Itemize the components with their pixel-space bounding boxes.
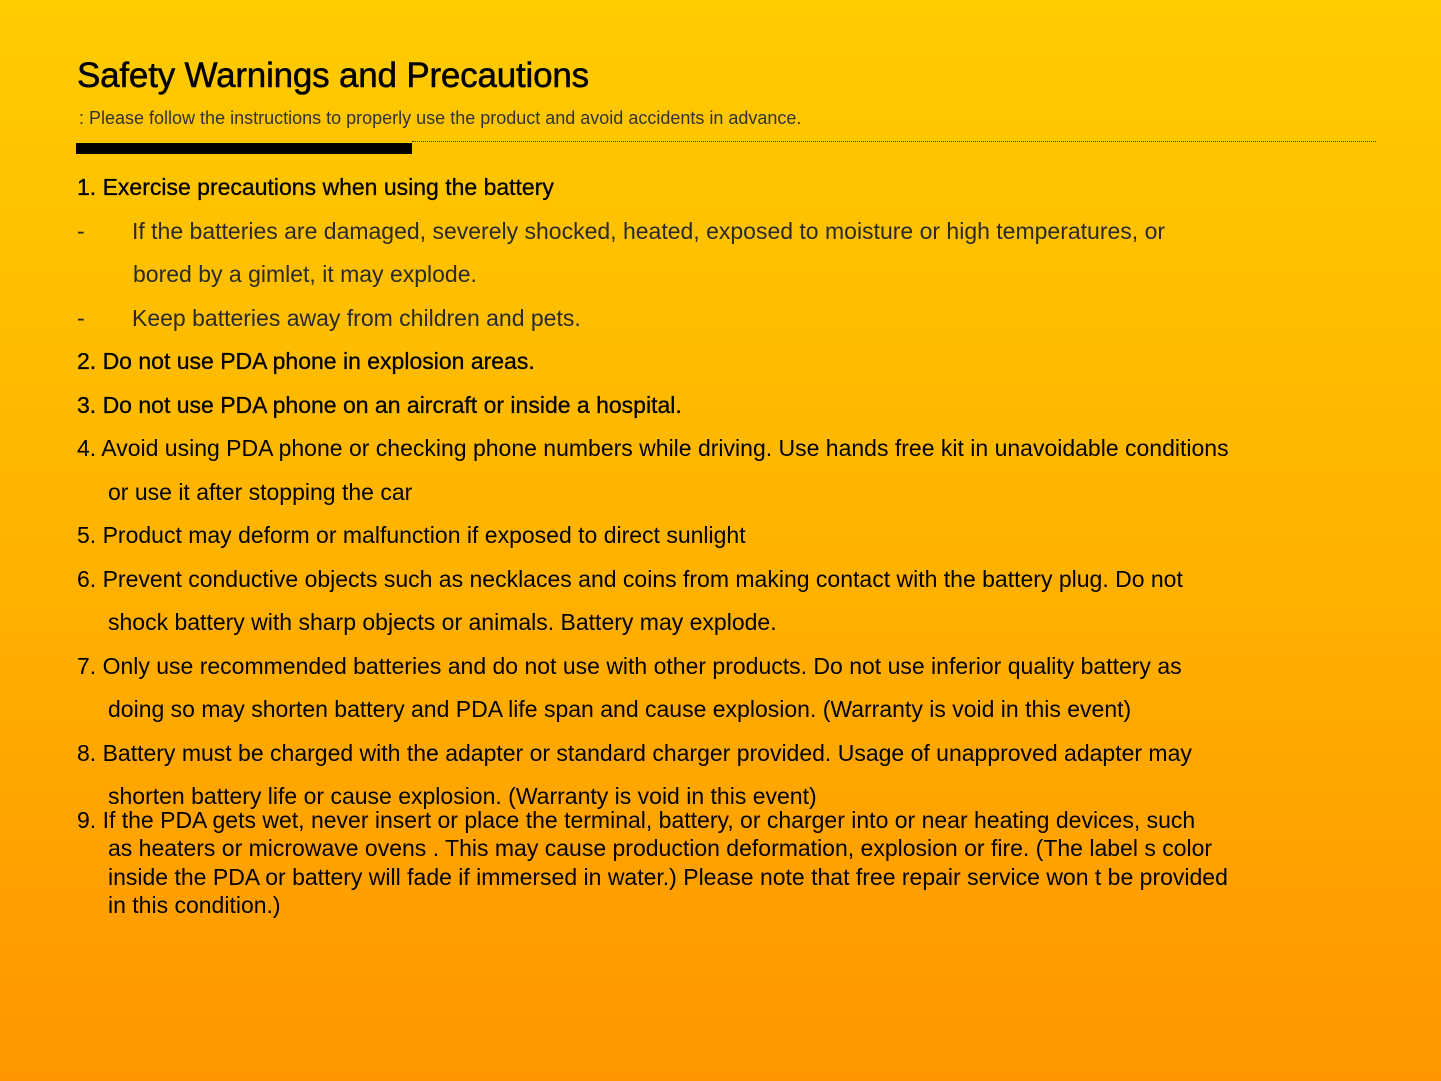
warning-9-line-2: as heaters or microwave ovens . This may cause production deformation, explosion or fire. (The label s color <box>108 835 1213 861</box>
slide-title: Safety Warnings and Precautions <box>77 56 589 95</box>
warning-6-line-2: shock battery with sharp objects or animals. Battery may explode. <box>108 609 777 635</box>
warning-9-line-1: 9. If the PDA gets wet, never insert or place the terminal, battery, or charger into or near heating devices, such <box>77 806 1196 833</box>
warnings-list <box>77 166 1377 920</box>
warning-9-line-4: in this condition.) <box>108 892 281 918</box>
warning-6-line-1: 6. Prevent conductive objects such as necklaces and coins from making contact with the battery plug. Do not <box>77 565 1183 592</box>
warning-item-4 <box>77 427 1377 514</box>
warning-item-7 <box>77 645 1377 732</box>
warning-8-line-2: shorten battery life or cause explosion. (Warranty is void in this event) <box>108 783 817 809</box>
warning-4-line-1: 4. Avoid using PDA phone or checking phone numbers while driving. Use hands free kit in unavoidable conditions <box>77 435 1229 461</box>
warning-1-heading: 1. Exercise precautions when using the battery <box>77 174 554 200</box>
warning-7-line-2: doing so may shorten battery and PDA life span and cause explosion. (Warranty is void in this event) <box>108 696 1132 722</box>
warning-item-5: 5. Product may deform or malfunction if exposed to direct sunlight <box>77 522 746 548</box>
warning-1-bullet-2-text: Keep batteries away from children and pets. <box>132 304 581 331</box>
dash-marker: - <box>77 217 85 244</box>
title-underline-bar <box>76 143 412 154</box>
warning-1-bullet-2 <box>77 297 1377 341</box>
warning-7-line-1: 7. Only use recommended batteries and do not use with other products. Do not use inferior quality battery as <box>77 652 1182 679</box>
warning-item-1 <box>77 166 1377 340</box>
warning-1-bullet-1-text: If the batteries are damaged, severely shocked, heated, exposed to moisture or high temperatures, or <box>132 217 1166 244</box>
warning-4-line-2: or use it after stopping the car <box>108 478 413 505</box>
warning-item-3: 3. Do not use PDA phone on an aircraft or inside a hospital. <box>77 391 682 418</box>
warning-1-bullet-1-continued: bored by a gimlet, it may explode. <box>133 261 477 287</box>
slide-subtitle: : Please follow the instructions to properly use the product and avoid accidents in advance. <box>79 108 802 128</box>
dash-marker: - <box>77 304 85 331</box>
title-dotted-divider <box>412 141 1376 142</box>
warning-8-line-1: 8. Battery must be charged with the adapter or standard charger provided. Usage of unapproved adapter may <box>77 739 1192 766</box>
warning-item-6 <box>77 558 1377 645</box>
warning-item-2: 2. Do not use PDA phone in explosion areas. <box>77 348 535 374</box>
warning-1-bullet-1 <box>77 210 1377 254</box>
warning-item-9 <box>77 806 1377 920</box>
warning-9-line-3: inside the PDA or battery will fade if immersed in water.) Please note that free repair service won t be provided <box>108 863 1228 890</box>
